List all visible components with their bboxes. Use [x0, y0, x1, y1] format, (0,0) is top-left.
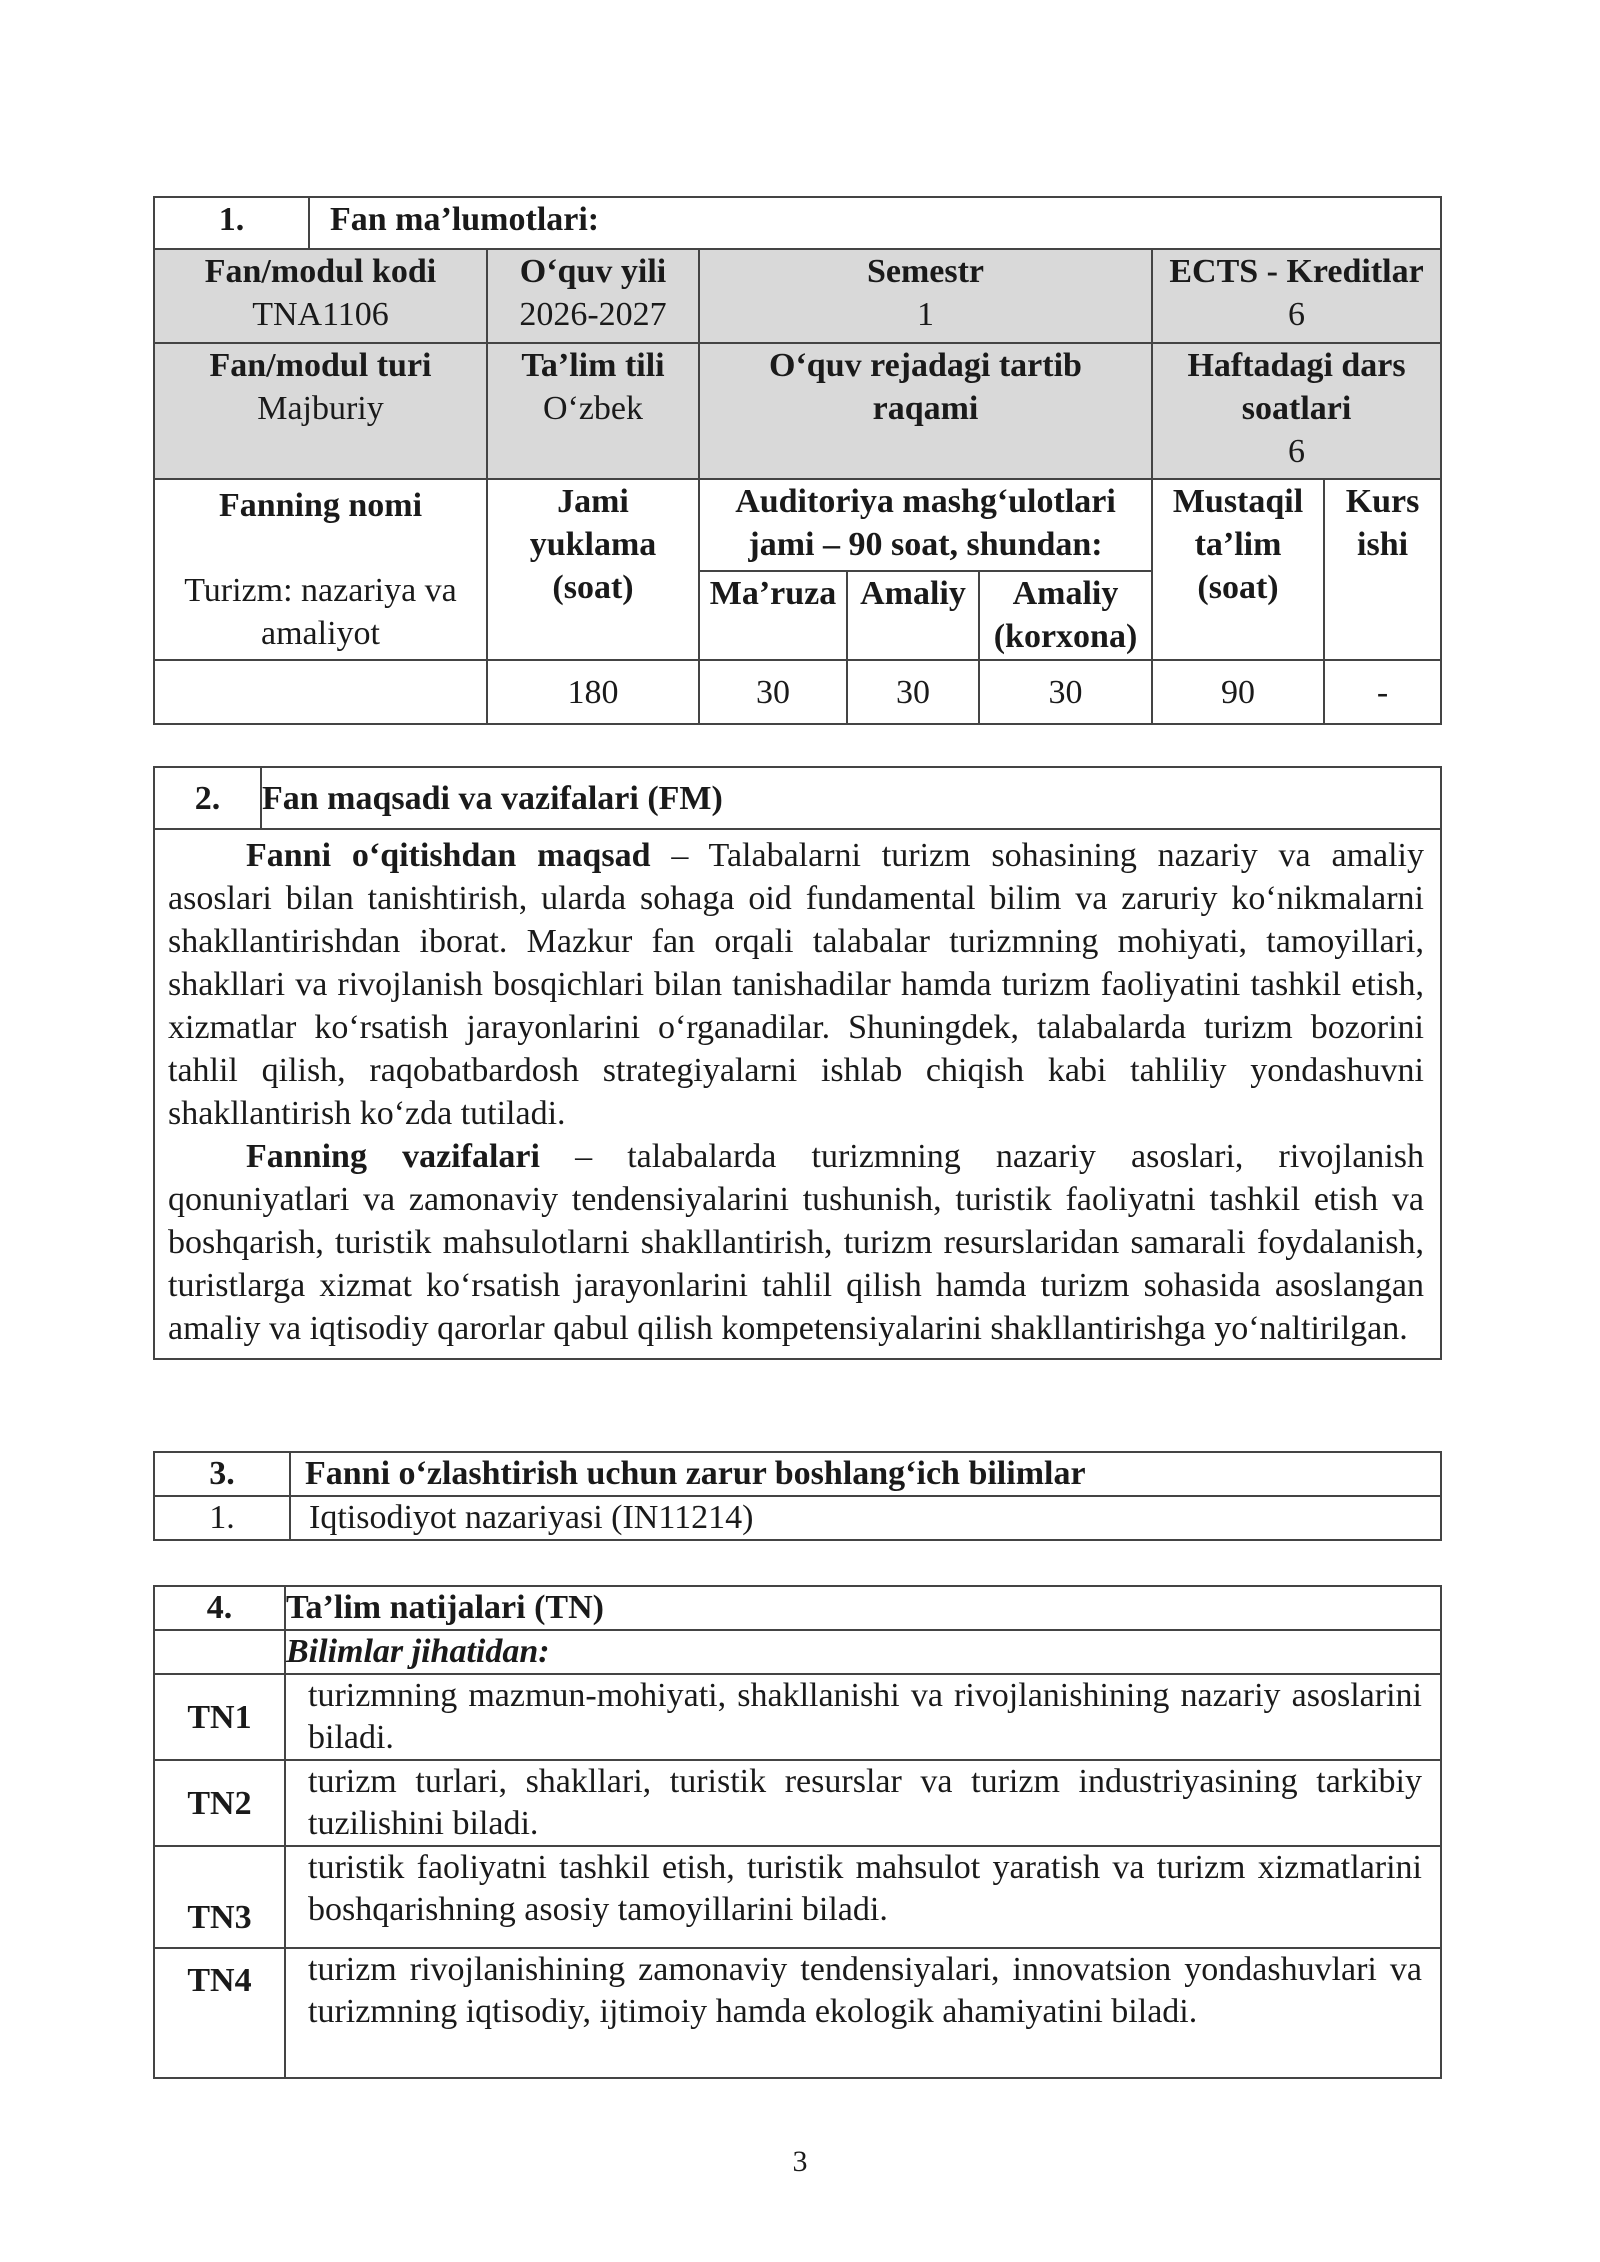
tn3-code: TN3	[154, 1846, 285, 1948]
mustaqil-label: Mustaqil ta’lim (soat)	[1152, 479, 1324, 660]
section-3-row-number: 1.	[154, 1496, 290, 1540]
tn1-text: turizmning mazmun-mohiyati, shakllanishi va rivojlanishining nazariy asoslarini biladi.	[285, 1674, 1441, 1760]
fan-turi-cell	[154, 343, 487, 479]
tn-row	[154, 1674, 1441, 1760]
semestr-cell	[699, 249, 1152, 343]
tn-row	[154, 1948, 1441, 2078]
talim-tili-cell	[487, 343, 699, 479]
oquv-yili-cell	[487, 249, 699, 343]
fanning-nomi-spacer	[154, 660, 487, 724]
fanning-nomi-label: Fanning nomi	[218, 487, 423, 524]
maqsad-paragraph	[168, 834, 1424, 1135]
section-1-number: 1.	[154, 197, 309, 249]
mustaqil-value: 90	[1152, 660, 1324, 724]
ects-cell	[1152, 249, 1441, 343]
auditoriya-label: Auditoriya mashg‘ulotlari jami – 90 soat, shundan:	[699, 479, 1152, 571]
fan-kodi-value: TNA1106	[252, 296, 389, 333]
section-4-number: 4.	[154, 1586, 285, 1630]
fan-maqsadi-body	[154, 829, 1441, 1359]
ects-value: 6	[1288, 296, 1306, 333]
tn2-text: turizm turlari, shakllari, turistik resurslar va turizm industriyasining tarkibiy tuzilishini biladi.	[285, 1760, 1441, 1846]
maqsad-heading: Fanni o‘qitishdan maqsad	[246, 837, 651, 874]
fan-malumotlari-table	[153, 196, 1442, 725]
oquv-yili-label: O‘quv yili	[519, 253, 667, 290]
section-4-title: Ta’lim natijalari (TN)	[285, 1586, 1441, 1630]
vazifalar-heading: Fanning vazifalari	[246, 1138, 540, 1175]
tartib-raqami-cell	[699, 343, 1152, 479]
amaliy-label: Amaliy	[847, 571, 979, 660]
amaliy-korxona-value: 30	[979, 660, 1152, 724]
boshlangich-bilimlar-table	[153, 1451, 1442, 1541]
semestr-label: Semestr	[866, 253, 985, 290]
tn3-text: turistik faoliyatni tashkil etish, turistik mahsulot yaratish va turizm xizmatlarini boshqarishning asosiy tamoyillarini biladi.	[285, 1846, 1441, 1948]
ects-label: ECTS - Kreditlar	[1169, 253, 1424, 290]
section-3-number: 3.	[154, 1452, 290, 1496]
kurs-ishi-label: Kurs ishi	[1324, 479, 1441, 660]
section-1-title: Fan ma’lumotlari:	[309, 197, 1441, 249]
section-4-subtitle: Bilimlar jihatidan:	[285, 1630, 1441, 1674]
talim-tili-label: Ta’lim tili	[521, 347, 665, 384]
fan-kodi-label: Fan/modul kodi	[204, 253, 437, 290]
tartib-raqami-label: O‘quv rejadagi tartib raqami	[769, 347, 1082, 427]
maruza-value: 30	[699, 660, 847, 724]
semestr-value: 1	[917, 296, 934, 333]
section-3-row-text: Iqtisodiyot nazariyasi (IN11214)	[290, 1496, 1441, 1540]
jami-yuklama-label: Jami yuklama (soat)	[487, 479, 699, 660]
subtitle-spacer	[154, 1630, 285, 1674]
page-number: 3	[792, 2145, 808, 2178]
jami-value: 180	[487, 660, 699, 724]
oquv-yili-value: 2026-2027	[519, 296, 667, 333]
haftadagi-cell	[1152, 343, 1441, 479]
fan-turi-label: Fan/modul turi	[209, 347, 432, 384]
section-3-title: Fanni o‘zlashtirish uchun zarur boshlang‘ich bilimlar	[290, 1452, 1441, 1496]
tn4-code: TN4	[154, 1948, 285, 2078]
vazifalar-paragraph	[168, 1135, 1424, 1350]
fan-turi-value: Majburiy	[257, 390, 384, 427]
fan-maqsadi-table	[153, 766, 1442, 1360]
maruza-label: Ma’ruza	[699, 571, 847, 660]
kurs-value: -	[1324, 660, 1441, 724]
maqsad-text: – Talabalarni turizm sohasining nazariy va amaliy asoslari bilan tanishtirish, ularda sohaga oid fundamental bilim va zaruriy ko‘nikmalarni shakllantirishdan iborat. Mazkur fan orqali talabalar turizmning mohiyati, tamoyillari, shakllari va rivojlanish bosqichlari bilan tanishadilar hamda turizm faoliyatini tashkil etish, xizmatlar ko‘rsatish jarayonlarini o‘rganadilar. Shuningdek, talabalarda turizm bozorini tahlil qilish, raqobatbardosh strategiyalarni ishlab chiqish kabi tahliliy yondashuvni shakllantirish ko‘zda tutiladi.	[168, 837, 1424, 1132]
section-2-title: Fan maqsadi va vazifalari (FM)	[261, 767, 1441, 829]
tn1-code: TN1	[154, 1674, 285, 1760]
haftadagi-value: 6	[1288, 433, 1306, 470]
fan-kodi-cell	[154, 249, 487, 343]
amaliy-korxona-label: Amaliy (korxona)	[979, 571, 1152, 660]
section-2-number: 2.	[154, 767, 261, 829]
amaliy-value: 30	[847, 660, 979, 724]
tn-row	[154, 1846, 1441, 1948]
vazifalar-text: – talabalarda turizmning nazariy asoslari, rivojlanish qonuniyatlari va zamonaviy tendensiyalarini tushunish, turistik faoliyatni tashkil etish va boshqarish, turistik mahsulotlarni shakllantirish, turizm resurslaridan samarali foydalanish, turistlarga xizmat ko‘rsatish jarayonlarini tahlil qilish hamda turizm sohasida asoslangan amaliy va iqtisodiy qarorlar qabul qilish kompetensiyalarini shakllantirishga yo‘naltirilgan.	[168, 1138, 1424, 1347]
fanning-nomi-value: Turizm: nazariya va amaliyot	[184, 572, 457, 652]
fanning-nomi-cell	[154, 479, 487, 660]
tn-row	[154, 1760, 1441, 1846]
tn4-text: turizm rivojlanishining zamonaviy tendensiyalari, innovatsion yondashuvlari va turizmning iqtisodiy, ijtimoiy hamda ekologik ahamiyatini biladi.	[285, 1948, 1441, 2078]
talim-tili-value: O‘zbek	[542, 390, 644, 427]
tn2-code: TN2	[154, 1760, 285, 1846]
haftadagi-label: Haftadagi dars soatlari	[1187, 347, 1406, 427]
talim-natijalari-table	[153, 1585, 1442, 2079]
